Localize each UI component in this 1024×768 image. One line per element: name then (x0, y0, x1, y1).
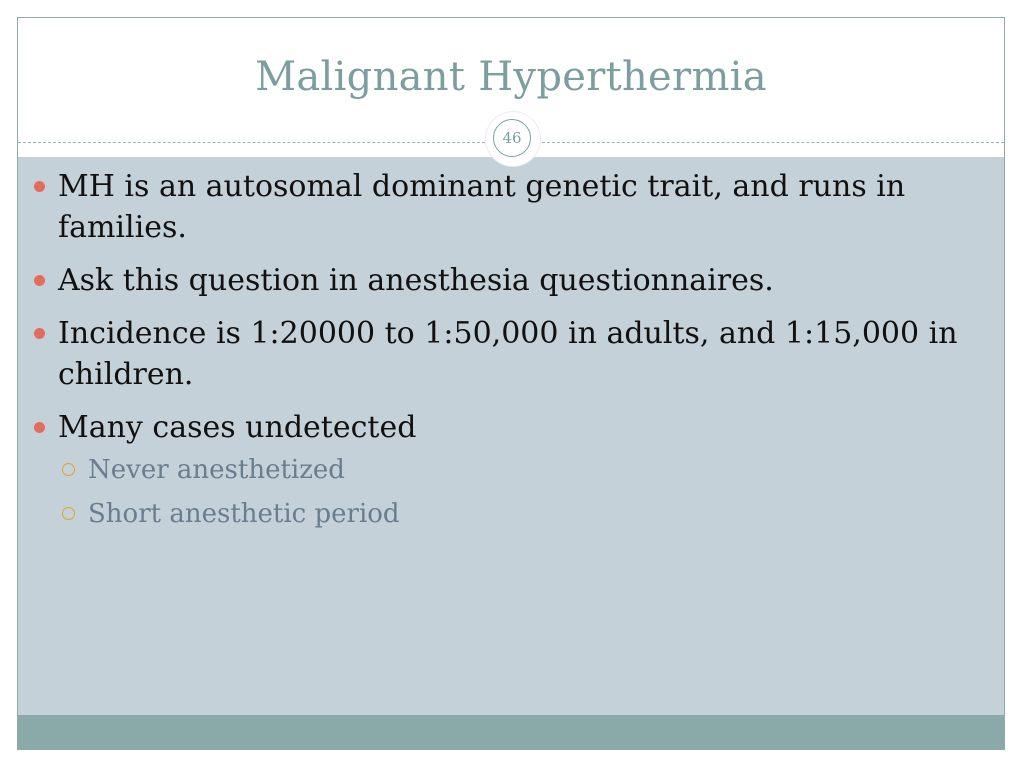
bullet-dot-icon (34, 328, 45, 339)
bullet-item (32, 166, 962, 248)
bullet-text: Many cases undetected (58, 410, 417, 445)
hollow-circle-icon (62, 507, 75, 520)
page-number: 46 (493, 119, 531, 157)
sub-bullet-text: Short anesthetic period (88, 499, 400, 529)
bullet-item (32, 407, 962, 536)
page-number-badge (486, 112, 540, 166)
bullet-item (32, 313, 962, 395)
sub-bullet-list (32, 448, 962, 536)
bullet-dot-icon (34, 275, 45, 286)
bullet-text: Ask this question in anesthesia questionnaires. (58, 263, 774, 298)
sub-bullet-item (32, 492, 962, 536)
slide-title: Malignant Hyperthermia (255, 54, 767, 100)
hollow-circle-icon (62, 463, 75, 476)
footer-band (18, 715, 1004, 749)
bullet-item (32, 260, 962, 301)
sub-bullet-text: Never anesthetized (88, 455, 345, 485)
bullet-text: Incidence is 1:20000 to 1:50,000 in adults, and 1:15,000 in children. (58, 316, 958, 392)
bullet-dot-icon (34, 422, 45, 433)
bullet-dot-icon (34, 181, 45, 192)
bullet-text: MH is an autosomal dominant genetic trait, and runs in families. (58, 169, 906, 245)
sub-bullet-item (32, 448, 962, 492)
bullet-list (32, 166, 962, 536)
